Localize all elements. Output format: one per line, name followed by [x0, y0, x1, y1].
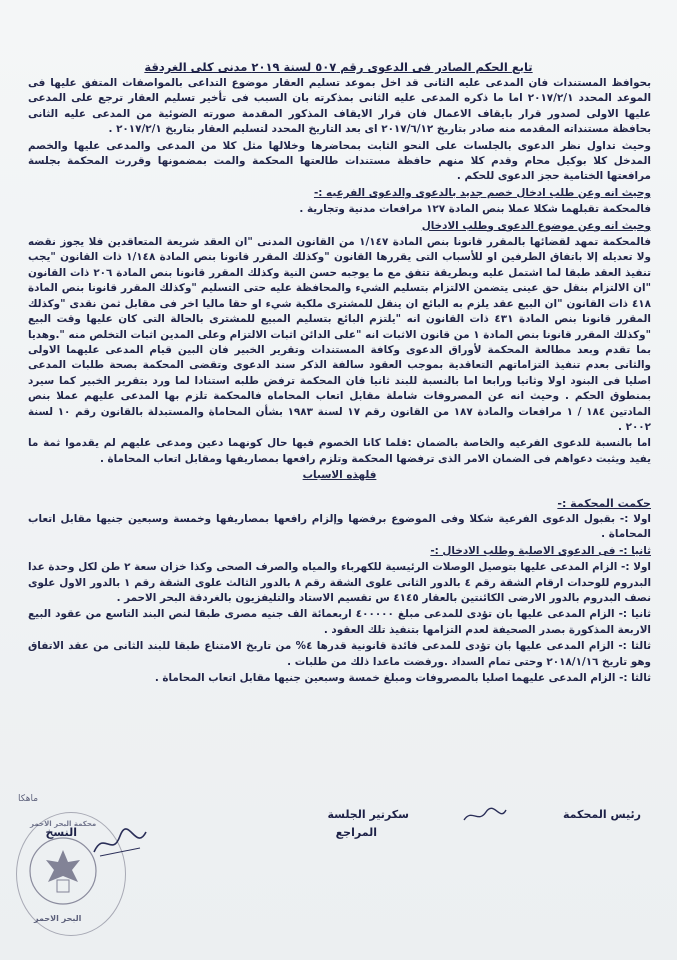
judgment-item-6: ثالثا :- الزام المدعى عليهما اصليا بالمصروفات ومبلغ خمسة وسبعين جنيها مقابل اتعاب المحاماة . [154, 672, 651, 685]
section-text-merits: فالمحكمة تمهد لقضائها بالمقرر قانونا بنص المادة ١/١٤٧ من القانون المدنى "ان العقد شريعة المتعاقدين فلا يجوز نقضه ولا تعديله إلا باتفاق الطرفين او للأسباب التى يقررها القانون "وكذلك المقرر قانونا بنص المادة ١/١٤٨ ذات القانون "يجب تنفيذ العقد طبقا لما اشتمل عليه وبطريقة تتفق مع ما يوجبه حسن النية وكذلك المقرر قانونا بنص المادة ٢٠٦ ذات القانون "ان الالتزام بنقل حق عينى يتضمن الالتزام بتسليم الشيء والمحافظة عليه حتى التسليم "وكذلك المقرر قانونا بنص المادة ٤١٨ ذات القانون "ان البيع عقد يلزم به البائع ان ينقل للمشترى ملكية شيء او حقا ماليا اخر فى مقابل ثمن نقدى "وكذلك المقرر قانونا بنص المادة ٤٣١ ذات القانون انه "يلتزم البائع بتسليم المبيع للمشترى بالحالة التى كان عليها وقت البيع "وكذلك المقرر قانونا بنص المادة ١ من قانون الاثبات انه "على الدائن اثبات الالتزام وعلى المدين اثبات التخلص منه ".وهديا بما تقدم وبعد مطالعة المحكمة لأوراق الدعوى وكافة المستندات وتقرير الخبير فان البين قيام المدعى عليهما الاولى والثانى بعدم تنفيذ التزاماتهم التعاقدية بموجب العقود سالفة الذكر سند الدعوى وتقضى المحكمة بصحة طلبات المدعى اصليا فى البنود اولا وثانيا ورابعا اما بالنسبة للبند ثانيا فان المحكمة ترفض طلبه استنادا لما ورد بتقرير الخبير كما سيرد بمنطوق الحكم . وحيث انه عن المصروفات شاملة مقابل اتعاب المحاماه فالمحكمة تلزم بها المدعى عليهم عملا بنص المادتين ١٨٤ / ١ مرافعات والمادة ١٨٧ من القانون رقم ١٧ لسنة ١٩٨٣ بشأن المحاماة والمستبدلة بالقانون رقم ١٠ لسنة ٢٠٠٢ . [28, 236, 651, 433]
initials-icon [460, 804, 510, 826]
signature-secretary: سكرتير الجلسة [327, 808, 409, 821]
judgment-heading: حكمت المحكمة :- [557, 496, 651, 510]
signature-reviewer: المراجع [335, 826, 377, 839]
margin-note: ماهكا [18, 794, 39, 804]
section-text-intervention: فالمحكمة تقبلهما شكلا عملا بنص المادة ١٢٧ مرافعات مدنية وتجارية . [299, 203, 651, 216]
reasons-heading: فلهذه الاسباب [302, 469, 377, 482]
signature-copyist: النسخ [45, 826, 77, 839]
section-heading-intervention: وحيث انه وعن طلب ادخال خصم جديد بالدعوى والدعوى الفرعيه :- [313, 186, 651, 199]
signature-president: رئيس المحكمة [563, 808, 641, 821]
section-text-guarantee: اما بالنسبة للدعوى الفرعيه والخاصة بالضمان :فلما كانا الخصوم فيها حال كونهما دعين ومدعى عليهم لم يقدموا ثمة ما يفيد ويثبت دعواهم فى الضمان الامر الذى ترفضها المحكمة وتلزم رافعها بمصاريفها ومقابل اتعاب المحاماة . [28, 437, 651, 465]
document-body [28, 76, 651, 687]
judgment-item-4: ثانيا :- الزام المدعى عليها بان تؤدى للمدعى مبلغ ٤٠٠٠٠٠ اربعمائة الف جنيه مصرى طبقا لنص البند التاسع من عقود البيع الاربعة المذكورة بصدر الصحيفة لعدم التزامها بتنفيذ تلك العقود . [28, 608, 651, 636]
eagle-seal-icon [28, 836, 98, 906]
judgment-item-1: اولا :- بقبول الدعوى الفرعية شكلا وفى الموضوع برفضها وإلزام رافعها بمصاريفها وخمسة وسبعين جنيها مقابل اتعاب المحاماة . [28, 512, 651, 541]
judgment-item-5: ثالثا :- الزام المدعى عليها بان تؤدى للمدعى فائدة قانونية قدرها ٤% من تاريخ الامتناع طبقا للبند الثانى من عقد الاتفاق وهو تاريخ ٢٠١٨/١/١٦ وحتى تمام السداد .ورفضت ماعدا ذلك من طلبات . [28, 640, 651, 668]
paragraph-2: وحيث تداول نظر الدعوى بالجلسات على النحو الثابت بمحاضرها وخلالها مثل كلا من المدعى والمدعى عليها والخصم المدخل كلا بوكيل محام وقدم كلا منهم حافظة مستندات طالعتها المحكمة والمت بمضمونها وقررت المحكمة بجلسة مرافعتها الختامية حجز الدعوى للحكم . [28, 139, 651, 183]
paragraph-1: بحوافظ المستندات فان المدعى عليه الثانى قد اخل بموعد تسليم العقار موضوع التداعى بالمواصفات المتفق عليها فى الموعد المحدد ٢٠١٧/٢/١ اما ما ذكره المدعى عليه الثانى بمذكرته بان السبب فى تأخير تسليم العقار ترجع على المدعى عليها الاولى لصدور قرار بايقاف الاعمال فان قرار الايقاف المذكور المقدمة صورته الضوئية من المدعى عليه الثانى بحافظة مستنداته المقدمه منه صادر بتاريخ ٢٠١٧/٦/١٢ اى بعد التاريخ المحدد لتسليم العقار بتاريخ ٢٠١٧/٢/١ . [28, 77, 652, 136]
judgment-item-3: اولا :- الزام المدعى عليها بتوصيل الوصلات الرئيسية للكهرباء والمياه والصرف الصحى وكذا خزان سعة ٢ طن لكل وحدة عدا البدروم للوحدات ارقام الشقة رقم ٤ بالدور الثانى علوى الشقة رقم ٨ بالدور الثالث علوى الشقة رقم ١ بالدور الاول علوى نصف البدروم بالدور الارضى الكائنتين بالعقار ٤١٤٥ س تقسيم الاستاد والتليفزيون بالغردقة البحر الاحمر . [28, 561, 652, 604]
document-title: تابع الحكم الصادر فى الدعوى رقم ٥٠٧ لسنة ٢٠١٩ مدنى كلى الغردقة [144, 60, 533, 74]
judgment-item-2: ثانيا :- فى الدعوى الاصلية وطلب الادخال :- [430, 544, 651, 557]
seal-caption: البحر الاحمر [34, 914, 82, 923]
section-heading-merits: وحيث انه وعن موضوع الدعوى وطلب الادخال [421, 219, 651, 232]
seal-caption-top: محكمة البحر الاحمر [30, 820, 97, 828]
